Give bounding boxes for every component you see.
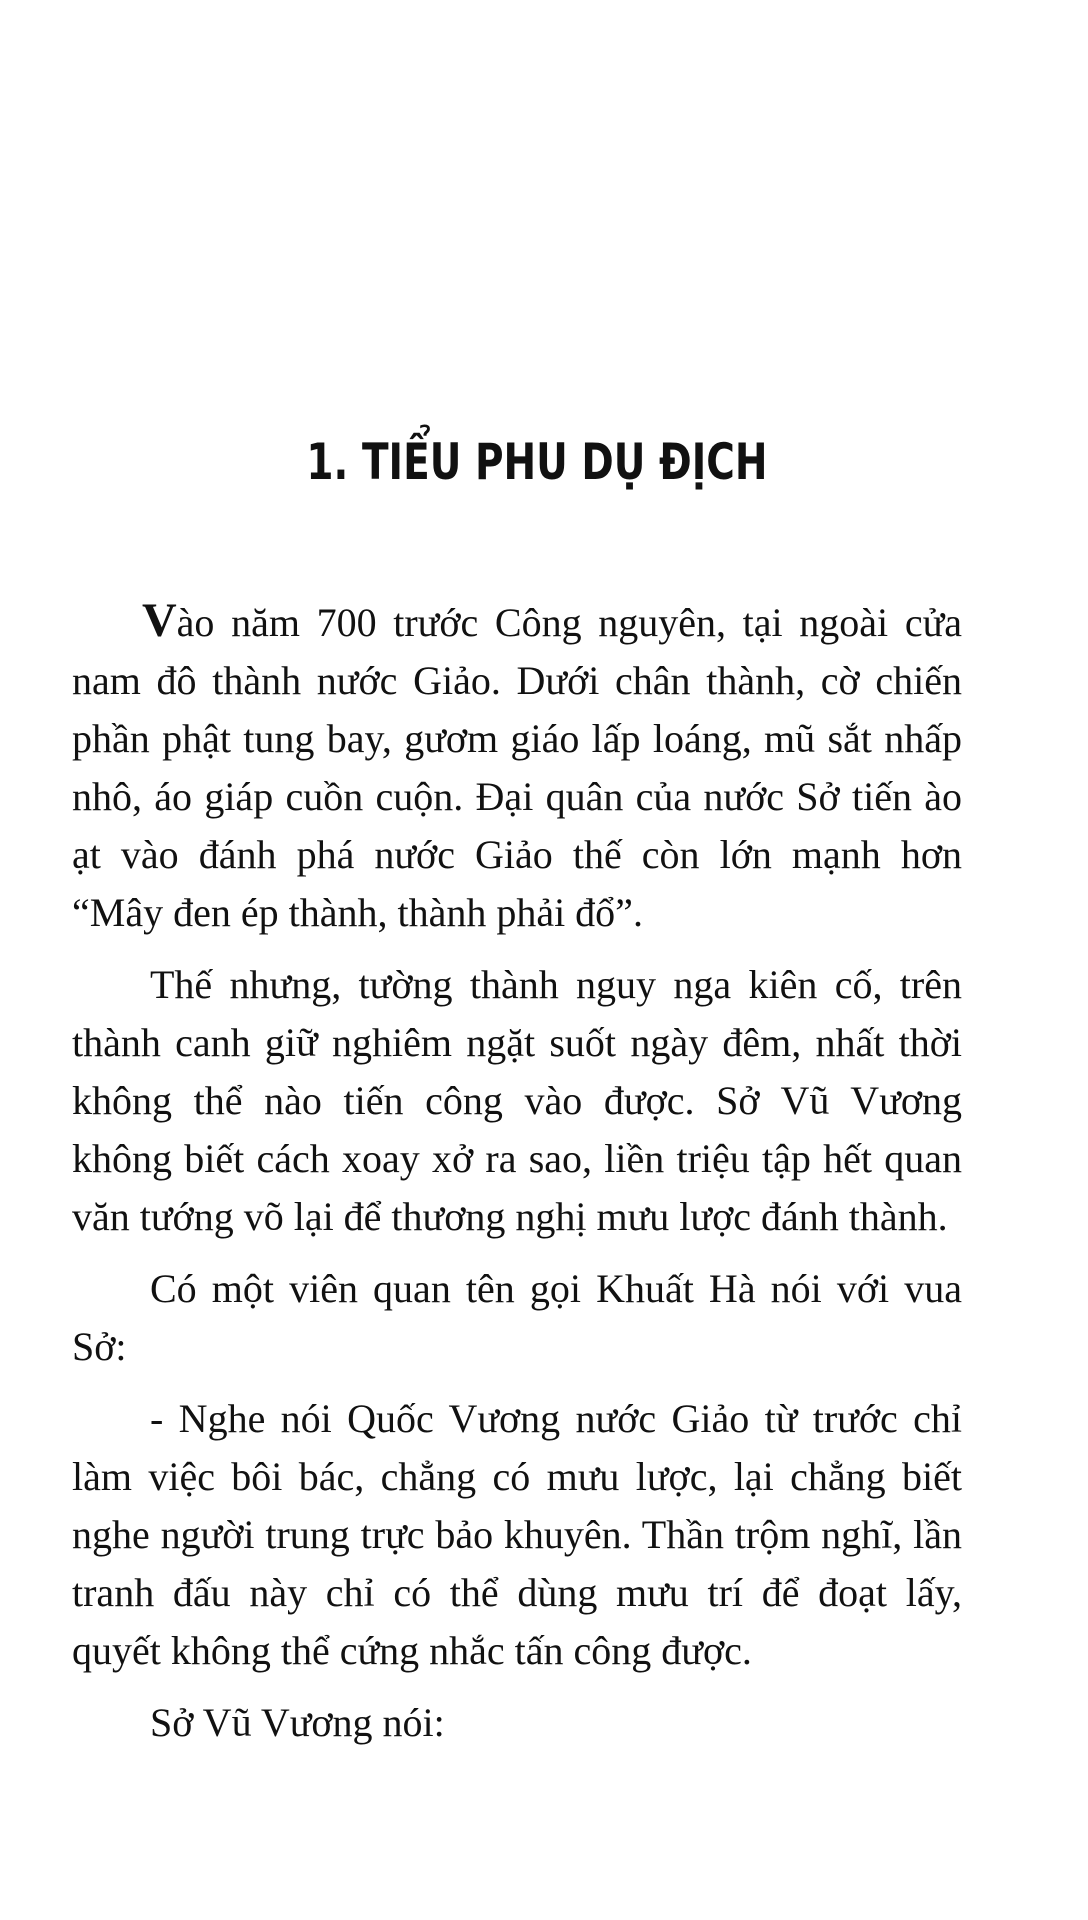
paragraph-1 bbox=[72, 592, 962, 942]
paragraph-4: - Nghe nói Quốc Vương nước Giảo từ trước chỉ làm việc bôi bác, chẳng có mưu lược, lại chẳng biết nghe người trung trực bảo khuyên. Thần trộm nghĩ, lần tranh đấu này chỉ có thể dùng mưu trí để đoạt lấy, quyết không thể cứng nhắc tấn công được. bbox=[72, 1396, 962, 1673]
body-text bbox=[72, 592, 962, 1766]
paragraph-3: Có một viên quan tên gọi Khuất Hà nói với vua Sở: bbox=[72, 1266, 962, 1369]
drop-cap: V bbox=[142, 594, 177, 647]
paragraph-1-text: ào năm 700 trước Công nguyên, tại ngoài cửa nam đô thành nước Giảo. Dưới chân thành, cờ chiến phần phật tung bay, gươm giáo lấp loáng, mũ sắt nhấp nhô, áo giáp cuồn cuộn. Đại quân của nước Sở tiến ào ạt vào đánh phá nước Giảo thế còn lớn mạnh hơn “Mây đen ép thành, thành phải đổ”. bbox=[72, 600, 962, 935]
chapter-title: 1. TIỂU PHU DỤ ĐỊCH bbox=[306, 433, 768, 491]
paragraph-2: Thế nhưng, tường thành nguy nga kiên cố, trên thành canh giữ nghiêm ngặt suốt ngày đêm, nhất thời không thể nào tiến công vào được. Sở Vũ Vương không biết cách xoay xở ra sao, liền triệu tập hết quan văn tướng võ lại để thương nghị mưu lược đánh thành. bbox=[72, 962, 962, 1239]
paragraph-5: Sở Vũ Vương nói: bbox=[150, 1700, 445, 1745]
